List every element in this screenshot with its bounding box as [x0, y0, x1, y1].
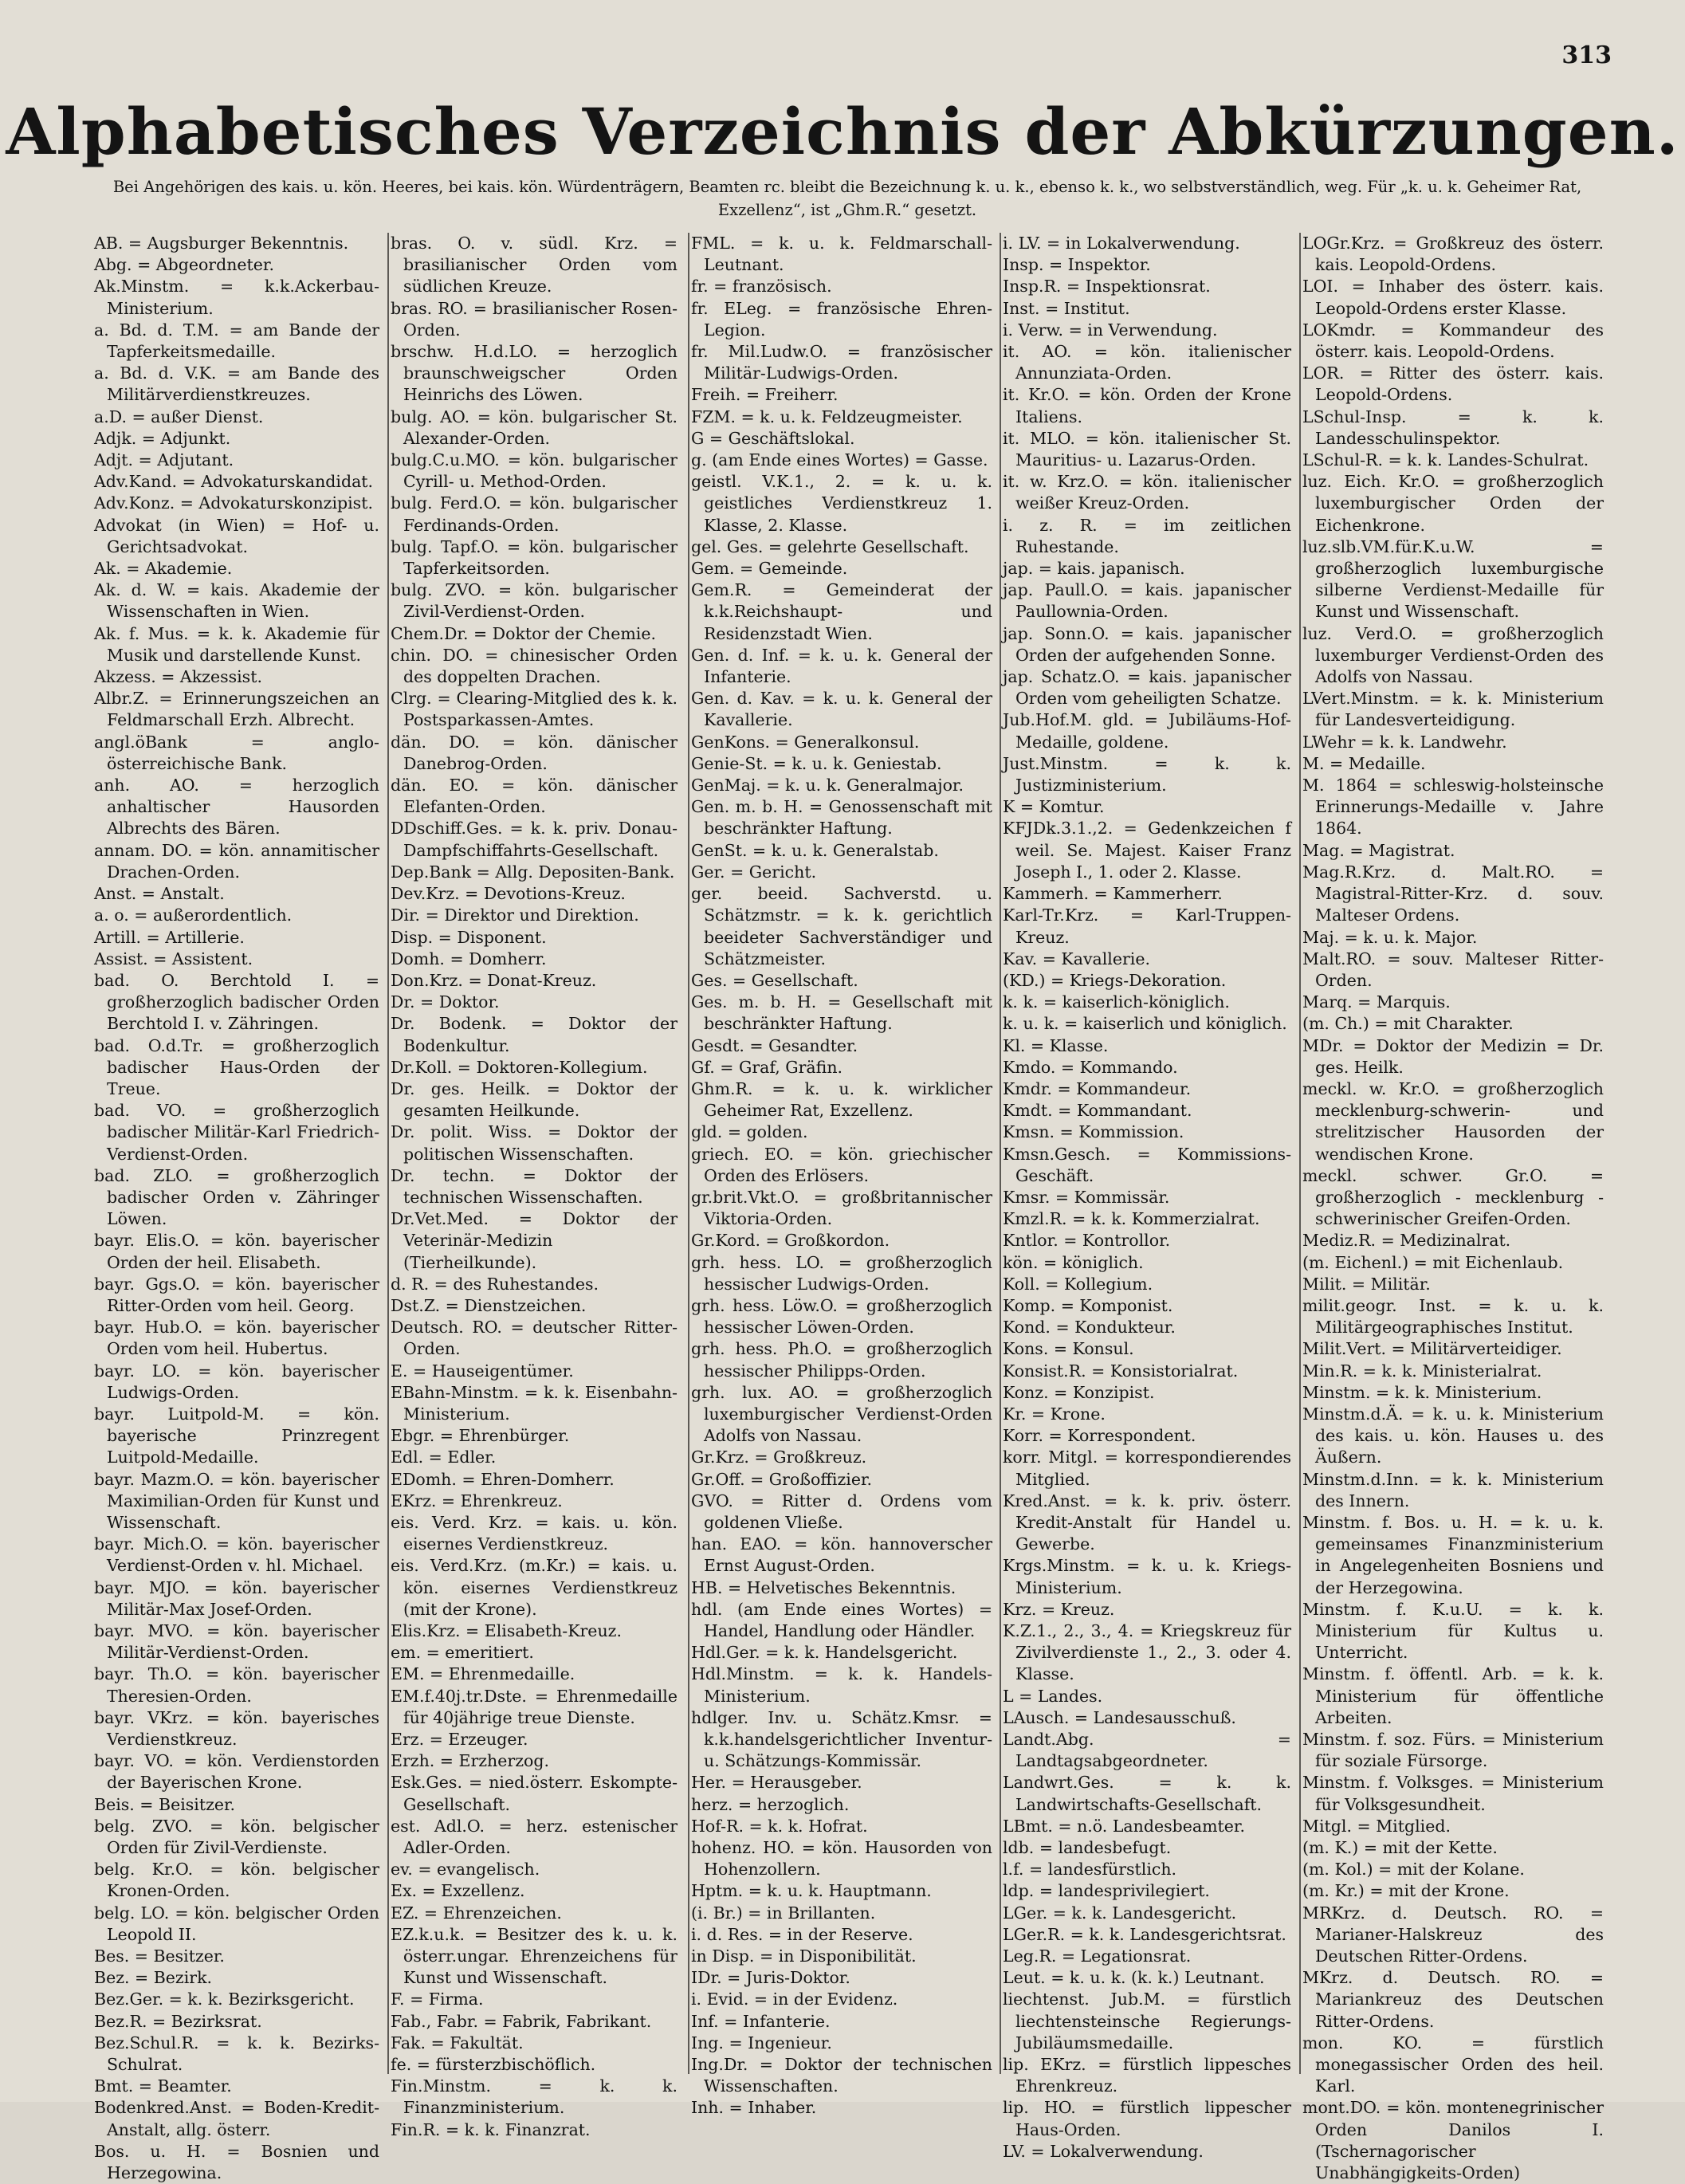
abbreviation-entry: Ing. = Ingenieur. [691, 2033, 832, 2052]
abbreviation-entry: bayr. VO. = kön. Verdienstorden der Bayerischen Krone. [94, 1751, 379, 1793]
abbreviation-entry: bras. O. v. südl. Krz. = brasilianischer Orden vom südlichen Kreuze. [391, 234, 678, 297]
abbreviation-entry: g. (am Ende eines Wortes) = Gasse. [691, 450, 988, 470]
abbreviation-entry: jap. Paull.O. = kais. japanischer Paullownia-Orden. [1003, 580, 1291, 622]
abbreviation-entry: Krgs.Minstm. = k. u. k. Kriegs-Ministerium. [1003, 1556, 1291, 1597]
abbreviation-entry: Insp. = Inspektor. [1003, 255, 1151, 275]
abbreviation-entry: Clrg. = Clearing-Mitglied des k. k. Postsparkassen-Amtes. [391, 689, 678, 730]
abbreviation-entry: Kred.Anst. = k. k. priv. österr. Kredit-Anstalt für Handel u. Gewerbe. [1003, 1491, 1291, 1554]
abbreviation-entry: bad. O. Berchtold I. = großherzoglich badischer Orden Berchtold I. v. Zähringen. [94, 970, 379, 1034]
abbreviation-entry: Disp. = Disponent. [391, 927, 547, 947]
abbreviation-entry: Ex. = Exzellenz. [391, 1881, 525, 1901]
abbreviation-entry: herz. = herzoglich. [691, 1794, 850, 1814]
abbreviation-entry: Ak. d. W. = kais. Akademie der Wissenschaften in Wien. [94, 580, 379, 622]
abbreviation-entry: Kmdo. = Kommando. [1003, 1057, 1178, 1077]
abbreviation-entry: FZM. = k. u. k. Feldzeugmeister. [691, 407, 963, 426]
abbreviation-entry: LOKmdr. = Kommandeur des österr. kais. Leopold-Ordens. [1302, 320, 1604, 362]
abbreviation-entry: geistl. V.K.1., 2. = k. u. k. geistliches Verdienstkreuz 1. Klasse, 2. Klasse. [691, 472, 992, 535]
abbreviation-entry: i. Verw. = in Verwendung. [1003, 320, 1218, 340]
abbreviation-entry: MRKrz. d. Deutsch. RO. = Marianer-Halskreuz des Deutschen Ritter-Ordens. [1302, 1903, 1604, 1966]
abbreviation-entry: Ak. = Akademie. [94, 559, 233, 579]
abbreviation-entry: Esk.Ges. = nied.österr. Eskompte-Gesellschaft. [391, 1773, 678, 1814]
abbreviation-entry: gr.brit.Vkt.O. = großbritannischer Viktoria-Orden. [691, 1187, 992, 1229]
abbreviation-entry: LOI. = Inhaber des österr. kais. Leopold-Ordens erster Klasse. [1302, 277, 1604, 318]
abbreviation-entry: angl.öBank = anglo-österreichische Bank. [94, 732, 379, 773]
abbreviation-entry: i. Evid. = in der Evidenz. [691, 1990, 898, 2009]
abbreviation-entry: Dir. = Direktor und Direktion. [391, 905, 639, 925]
abbreviation-entry: LSchul-Insp. = k. k. Landesschulinspektor. [1302, 407, 1604, 448]
abbreviation-entry: Bodenkred.Anst. = Boden-Kredit-Anstalt, allg. österr. [94, 2098, 379, 2139]
abbreviation-entry: Advokat (in Wien) = Hof- u. Gerichtsadvokat. [94, 515, 379, 556]
abbreviation-entry: LGer.R. = k. k. Landesgerichtsrat. [1003, 1924, 1286, 1944]
abbreviation-entry: Insp.R. = Inspektionsrat. [1003, 277, 1211, 297]
abbreviation-entry: Bez.Ger. = k. k. Bezirksgericht. [94, 1990, 355, 2009]
abbreviation-entry: Hptm. = k. u. k. Hauptmann. [691, 1881, 932, 1901]
abbreviation-entry: LV. = Lokalverwendung. [1003, 2141, 1204, 2161]
abbreviation-entry: hdl. (am Ende eines Wortes) = Handel, Handlung oder Händler. [691, 1599, 992, 1640]
abbreviation-entry: HB. = Helvetisches Bekenntnis. [691, 1577, 956, 1597]
abbreviation-entry: Mag.R.Krz. d. Malt.RO. = Magistral-Ritter-Krz. d. souv. Malteser Ordens. [1302, 862, 1604, 925]
abbreviation-entry: bayr. Luitpold-M. = kön. bayerische Prinzregent Luitpold-Medaille. [94, 1404, 379, 1467]
abbreviation-entry: est. Adl.O. = herz. estenischer Adler-Orden. [391, 1816, 678, 1858]
abbreviation-entry: Her. = Herausgeber. [691, 1773, 862, 1793]
column-3 [691, 233, 992, 2118]
abbreviation-entry: hohenz. HO. = kön. Hausorden von Hohenzollern. [691, 1838, 992, 1880]
abbreviation-entry: han. EAO. = kön. hannoverscher Ernst August-Orden. [691, 1534, 992, 1576]
abbreviation-entry: i. LV. = in Lokalverwendung. [1003, 234, 1240, 253]
abbreviation-entry: grh. hess. LO. = großherzoglich hessischer Ludwigs-Orden. [691, 1252, 992, 1294]
abbreviation-entry: Hdl.Minstm. = k. k. Handels-Ministerium. [691, 1664, 992, 1706]
abbreviation-entry: it. w. Krz.O. = kön. italienischer weißer Kreuz-Orden. [1003, 472, 1291, 513]
abbreviation-entry: Maj. = k. u. k. Major. [1302, 927, 1478, 947]
abbreviation-entry: k. u. k. = kaiserlich und königlich. [1003, 1014, 1287, 1034]
abbreviation-entry: GVO. = Ritter d. Ordens vom goldenen Vließe. [691, 1491, 992, 1532]
abbreviation-entry: Mediz.R. = Medizinalrat. [1302, 1231, 1511, 1251]
abbreviation-entry: Artill. = Artillerie. [94, 927, 245, 947]
abbreviation-entry: bulg. AO. = kön. bulgarischer St. Alexander-Orden. [391, 407, 678, 448]
abbreviation-entry: Chem.Dr. = Doktor der Chemie. [391, 623, 657, 643]
abbreviation-entry: GenMaj. = k. u. k. Generalmajor. [691, 776, 964, 795]
abbreviation-entry: hdlger. Inv. u. Schätz.Kmsr. = k.k.handelsgerichtlicher Inventur- u. Schätzungs-Kommissär. [691, 1707, 992, 1771]
abbreviation-entry: EM.f.40j.tr.Dste. = Ehrenmedaille für 40jährige treue Dienste. [391, 1686, 678, 1727]
abbreviation-entry: mont.DO. = kön. montenegrinischer Orden Danilos I. (Tschernagorischer Unabhängigkeits-Orden) [1302, 2098, 1604, 2183]
abbreviation-entry: lip. EKrz. = fürstlich lippesches Ehrenkreuz. [1003, 2055, 1291, 2096]
abbreviation-entry: Gem. = Gemeinde. [691, 559, 848, 579]
abbreviation-entry: LVert.Minstm. = k. k. Ministerium für Landesverteidigung. [1302, 689, 1604, 730]
abbreviation-entry: a. o. = außerordentlich. [94, 905, 293, 925]
abbreviation-entry: jap. = kais. japanisch. [1003, 559, 1185, 579]
abbreviation-entry: k. k. = kaiserlich-königlich. [1003, 992, 1230, 1012]
abbreviation-entry: bad. VO. = großherzoglich badischer Militär-Karl Friedrich-Verdienst-Orden. [94, 1101, 379, 1164]
abbreviation-entry: a. Bd. d. V.K. = am Bande des Militärverdienstkreuzes. [94, 363, 379, 405]
abbreviation-entry: Ebgr. = Ehrenbürger. [391, 1426, 570, 1446]
abbreviation-entry: milit.geogr. Inst. = k. u. k. Militärgeographisches Institut. [1302, 1295, 1604, 1338]
abbreviation-entry: (i. Br.) = in Brillanten. [691, 1903, 876, 1923]
abbreviation-entry: LAusch. = Landesausschuß. [1003, 1707, 1236, 1727]
abbreviation-entry: ev. = evangelisch. [391, 1860, 540, 1880]
abbreviation-entry: griech. EO. = kön. griechischer Orden des Erlösers. [691, 1144, 992, 1185]
abbreviation-entry: MDr. = Doktor der Medizin = Dr. ges. Heilk. [1302, 1035, 1604, 1077]
abbreviation-entry: Hof-R. = k. k. Hofrat. [691, 1816, 868, 1836]
abbreviation-entry: EBahn-Minstm. = k. k. Eisenbahn-Ministerium. [391, 1382, 678, 1424]
abbreviation-entry: bulg. Tapf.O. = kön. bulgarischer Tapferkeitsorden. [391, 536, 678, 579]
abbreviation-entry: belg. ZVO. = kön. belgischer Orden für Zivil-Verdienste. [94, 1816, 379, 1858]
abbreviation-entry: Inf. = Infanterie. [691, 2011, 831, 2031]
abbreviation-entry: Gr.Krz. = Großkreuz. [691, 1447, 867, 1467]
abbreviation-entry: anh. AO. = herzoglich anhaltischer Hausorden Albrechts des Bären. [94, 776, 379, 839]
abbreviation-entry: Minstm. f. Bos. u. H. = k. u. k. gemeinsames Finanzministerium in Angelegenheiten Bosniens und der Herzegowina. [1302, 1512, 1604, 1597]
abbreviation-entry: gld. = golden. [691, 1122, 808, 1142]
abbreviation-entry: bayr. MJO. = kön. bayerischer Militär-Max Josef-Orden. [94, 1577, 379, 1619]
abbreviation-entry: (KD.) = Kriegs-Dekoration. [1003, 970, 1227, 990]
abbreviation-entry: Min.R. = k. k. Ministerialrat. [1302, 1361, 1542, 1381]
abbreviation-entry: Ak. f. Mus. = k. k. Akademie für Musik und darstellende Kunst. [94, 623, 379, 665]
abbreviation-entry: Don.Krz. = Donat-Kreuz. [391, 970, 597, 990]
abbreviation-entry: (m. Kr.) = mit der Krone. [1302, 1881, 1510, 1901]
abbreviation-entry: Fin.Minstm. = k. k. Finanzministerium. [391, 2076, 678, 2118]
abbreviation-entry: ldp. = landesprivilegiert. [1003, 1881, 1210, 1901]
abbreviation-entry: Dr. Bodenk. = Doktor der Bodenkultur. [391, 1014, 678, 1055]
abbreviation-entry: Dr.Vet.Med. = Doktor der Veterinär-Medizin (Tierheilkunde). [391, 1209, 678, 1272]
abbreviation-entry: in Disp. = in Disponibilität. [691, 1946, 917, 1966]
abbreviation-entry: fr. Mil.Ludw.O. = französischer Militär-Ludwigs-Orden. [691, 342, 992, 383]
abbreviation-entry: Kmsr. = Kommissär. [1003, 1187, 1170, 1207]
abbreviation-entry: Akzess. = Akzessist. [94, 667, 262, 687]
abbreviation-entry: Ges. m. b. H. = Gesellschaft mit beschränkter Haftung. [691, 992, 992, 1034]
abbreviation-entry: Kav. = Kavallerie. [1003, 949, 1151, 968]
abbreviation-entry: Gesdt. = Gesandter. [691, 1035, 858, 1055]
column-1 [94, 233, 379, 2183]
abbreviation-entry: LOGr.Krz. = Großkreuz des österr. kais. Leopold-Ordens. [1302, 234, 1604, 275]
abbreviation-entry: M. = Medaille. [1302, 753, 1426, 773]
abbreviation-entry: Bez. = Bezirk. [94, 1968, 213, 1988]
abbreviation-entry: Komp. = Komponist. [1003, 1295, 1173, 1315]
abbreviation-entry: AB. = Augsburger Bekenntnis. [94, 234, 349, 253]
abbreviation-entry: IDr. = Juris-Doktor. [691, 1968, 850, 1988]
abbreviation-entry: meckl. w. Kr.O. = großherzoglich mecklenburg-schwerin- und strelitzischer Hausorden der wendischen Krone. [1302, 1078, 1604, 1164]
abbreviation-entry: Mitgl. = Mitglied. [1302, 1816, 1451, 1836]
abbreviation-entry: M. 1864 = schleswig-holsteinsche Erinnerungs-Medaille v. Jahre 1864. [1302, 776, 1604, 839]
abbreviation-entry: Bmt. = Beamter. [94, 2076, 232, 2096]
abbreviation-entry: Gf. = Graf, Gräfin. [691, 1057, 843, 1077]
abbreviation-entry: Dr. ges. Heilk. = Doktor der gesamten Heilkunde. [391, 1078, 678, 1121]
abbreviation-entry: LSchul-R. = k. k. Landes-Schulrat. [1302, 450, 1589, 470]
abbreviation-entry: bayr. VKrz. = kön. bayerisches Verdienstkreuz. [94, 1707, 379, 1750]
abbreviation-entry: GenSt. = k. u. k. Generalstab. [691, 840, 939, 860]
abbreviation-entry: LBmt. = n.ö. Landesbeamter. [1003, 1816, 1245, 1836]
abbreviation-entry: em. = emeritiert. [391, 1643, 534, 1663]
abbreviation-entry: FML. = k. u. k. Feldmarschall-Leutnant. [691, 234, 992, 275]
abbreviation-entry: dän. DO. = kön. dänischer Danebrog-Orden. [391, 732, 678, 773]
abbreviation-entry: DDschiff.Ges. = k. k. priv. Donau-Dampfschiffahrts-Gesellschaft. [391, 819, 678, 860]
abbreviation-entry: i. z. R. = im zeitlichen Ruhestande. [1003, 515, 1291, 556]
abbreviation-entry: lip. HO. = fürstlich lippescher Haus-Orden. [1003, 2098, 1291, 2139]
abbreviation-entry: Minstm. f. Volksges. = Ministerium für Volksgesundheit. [1302, 1773, 1604, 1814]
abbreviation-entry: Milit.Vert. = Militärverteidiger. [1302, 1339, 1562, 1359]
abbreviation-entry: a.D. = außer Dienst. [94, 407, 264, 426]
column-5 [1302, 233, 1604, 2183]
abbreviation-entry: eis. Verd.Krz. (m.Kr.) = kais. u. kön. eisernes Verdienstkreuz (mit der Krone). [391, 1556, 678, 1619]
abbreviation-entry: annam. DO. = kön. annamitischer Drachen-Orden. [94, 840, 379, 882]
abbreviation-entry: bras. RO. = brasilianischer Rosen-Orden. [391, 298, 678, 340]
abbreviation-entry: fr. = französisch. [691, 277, 832, 297]
abbreviation-entry: K.Z.1., 2., 3., 4. = Kriegskreuz für Zivilverdienste 1., 2., 3. oder 4. Klasse. [1003, 1621, 1291, 1684]
abbreviation-entry: Dr. = Doktor. [391, 992, 500, 1012]
abbreviation-entry: it. MLO. = kön. italienischer St. Mauritius- u. Lazarus-Orden. [1003, 428, 1291, 470]
abbreviation-entry: bad. ZLO. = großherzoglich badischer Orden v. Zähringer Löwen. [94, 1165, 379, 1229]
abbreviation-entry: belg. LO. = kön. belgischer Orden Leopold II. [94, 1903, 379, 1944]
page-number: 313 [1561, 41, 1612, 69]
abbreviation-entry: Leut. = k. u. k. (k. k.) Leutnant. [1003, 1968, 1265, 1988]
abbreviation-entry: Koll. = Kollegium. [1003, 1274, 1153, 1294]
abbreviation-entry: LOR. = Ritter des österr. kais. Leopold-Ordens. [1302, 363, 1604, 405]
abbreviation-entry: Kmdt. = Kommandant. [1003, 1101, 1192, 1121]
abbreviation-entry: Ger. = Gericht. [691, 862, 817, 882]
abbreviation-entry: jap. Sonn.O. = kais. japanischer Orden der aufgehenden Sonne. [1003, 623, 1291, 665]
abbreviation-entry: Minstm. = k. k. Ministerium. [1302, 1382, 1542, 1402]
abbreviation-entry: G = Geschäftslokal. [691, 428, 855, 448]
abbreviation-entry: chin. DO. = chinesischer Orden des doppelten Drachen. [391, 645, 678, 687]
abbreviation-entry: Fak. = Fakultät. [391, 2033, 524, 2052]
abbreviation-entry: Leg.R. = Legationsrat. [1003, 1946, 1192, 1966]
abbreviation-entry: Edl. = Edler. [391, 1447, 497, 1467]
abbreviation-entry: Kmdr. = Kommandeur. [1003, 1078, 1192, 1098]
abbreviation-entry: Mag. = Magistrat. [1302, 840, 1455, 860]
abbreviation-entry: bayr. MVO. = kön. bayerischer Militär-Verdienst-Orden. [94, 1621, 379, 1663]
abbreviation-entry: bayr. LO. = kön. bayerischer Ludwigs-Orden. [94, 1361, 379, 1402]
abbreviation-entry: Abg. = Abgeordneter. [94, 255, 274, 275]
abbreviation-entry: a. Bd. d. T.M. = am Bande der Tapferkeitsmedaille. [94, 320, 379, 362]
intro-note: Bei Angehörigen des kais. u. kön. Heeres, bei kais. kön. Würdenträgern, Beamten rc. bleibt die Bezeichnung k. u. k., ebenso k. k., wo selbstverständlich, weg. Für „k. u. k. Geheimer Rat, Exzellenz“, ist „Ghm.R.“ gesetzt. [112, 178, 1582, 219]
abbreviation-entry: Albr.Z. = Erinnerungszeichen an Feldmarschall Erzh. Albrecht. [94, 689, 379, 730]
abbreviation-entry: Kammerh. = Kammerherr. [1003, 884, 1223, 904]
abbreviation-entry: Gr.Kord. = Großkordon. [691, 1231, 890, 1251]
abbreviation-entry: luz. Eich. Kr.O. = großherzoglich luxemburgischer Orden der Eichenkrone. [1302, 472, 1604, 535]
abbreviation-entry: it. Kr.O. = kön. Orden der Krone Italiens. [1003, 385, 1291, 426]
abbreviation-entry: Konz. = Konzipist. [1003, 1382, 1155, 1402]
abbreviation-entry: brschw. H.d.LO. = herzoglich braunschweigscher Orden Heinrichs des Löwen. [391, 342, 678, 405]
abbreviation-entry: Karl-Tr.Krz. = Karl-Truppen-Kreuz. [1003, 905, 1291, 947]
abbreviation-entry: Assist. = Assistent. [94, 949, 253, 968]
abbreviation-entry: Dr. polit. Wiss. = Doktor der politischen Wissenschaften. [391, 1122, 678, 1164]
abbreviation-entry: (m. Ch.) = mit Charakter. [1302, 1014, 1514, 1034]
abbreviation-entry: Gen. m. b. H. = Genossenschaft mit beschränkter Haftung. [691, 797, 992, 839]
abbreviation-entry: Konsist.R. = Konsistorialrat. [1003, 1361, 1239, 1381]
abbreviation-entry: Ges. = Gesellschaft. [691, 970, 858, 990]
abbreviation-entry: l.f. = landesfürstlich. [1003, 1860, 1177, 1880]
abbreviation-entry: Dr. techn. = Doktor der technischen Wissenschaften. [391, 1165, 678, 1207]
abbreviation-entry: luz.slb.VM.für.K.u.W. = großherzoglich luxemburgische silberne Verdienst-Medaille für Kunst und Wissenschaft. [1302, 536, 1604, 622]
abbreviation-entry: korr. Mitgl. = korrespondierendes Mitglied. [1003, 1447, 1291, 1489]
abbreviation-entry: Bos. u. H. = Bosnien und Herzegowina. [94, 2141, 379, 2183]
abbreviation-entry: K = Komtur. [1003, 797, 1105, 817]
abbreviation-entry: Fin.R. = k. k. Finanzrat. [391, 2119, 591, 2139]
abbreviation-entry: Malt.RO. = souv. Malteser Ritter-Orden. [1302, 949, 1604, 990]
abbreviation-entry: Freih. = Freiherr. [691, 385, 839, 405]
abbreviation-entry: EDomh. = Ehren-Domherr. [391, 1469, 615, 1489]
abbreviation-entry: F. = Firma. [391, 1990, 484, 2009]
abbreviation-entry: LWehr = k. k. Landwehr. [1302, 732, 1507, 752]
abbreviation-entry: Kmsn. = Kommission. [1003, 1122, 1184, 1142]
column-4 [1003, 233, 1291, 2161]
abbreviation-entry: i. d. Res. = in der Reserve. [691, 1924, 913, 1944]
abbreviation-entry: Gen. d. Inf. = k. u. k. General der Infanterie. [691, 645, 992, 687]
abbreviation-columns [94, 233, 1604, 2183]
abbreviation-entry: bad. O.d.Tr. = großherzoglich badischer Haus-Orden der Treue. [94, 1035, 379, 1098]
abbreviation-entry: ldb. = landesbefugt. [1003, 1838, 1172, 1858]
abbreviation-entry: Kons. = Konsul. [1003, 1339, 1134, 1359]
abbreviation-entry: Milit. = Militär. [1302, 1274, 1431, 1294]
abbreviation-entry: Anst. = Anstalt. [94, 884, 225, 904]
abbreviation-entry: fr. ELeg. = französische Ehren-Legion. [691, 298, 992, 340]
abbreviation-entry: MKrz. d. Deutsch. RO. = Mariankreuz des Deutschen Ritter-Ordens. [1302, 1968, 1604, 2031]
abbreviation-entry: Bez.R. = Bezirksrat. [94, 2011, 262, 2031]
abbreviation-entry: Kl. = Klasse. [1003, 1035, 1109, 1055]
abbreviation-entry: eis. Verd. Krz. = kais. u. kön. eisernes Verdienstkreuz. [391, 1512, 678, 1554]
abbreviation-entry: Minstm. f. öffentl. Arb. = k. k. Ministerium für öffentliche Arbeiten. [1302, 1664, 1604, 1727]
column-2 [391, 233, 678, 2139]
abbreviation-entry: Ing.Dr. = Doktor der technischen Wissenschaften. [691, 2055, 992, 2096]
abbreviation-entry: bayr. Mazm.O. = kön. bayerischer Maximilian-Orden für Kunst und Wissenschaft. [94, 1469, 379, 1532]
abbreviation-entry: ger. beeid. Sachverstd. u. Schätzmstr. = k. k. gerichtlich beeideter Sachverständiger und Schätzmeister. [691, 884, 992, 968]
abbreviation-entry: meckl. schwer. Gr.O. = großherzoglich - mecklenburg - schwerinischer Greifen-Orden. [1302, 1165, 1604, 1229]
abbreviation-entry: EZ. = Ehrenzeichen. [391, 1903, 562, 1923]
abbreviation-entry: EM. = Ehrenmedaille. [391, 1664, 575, 1684]
abbreviation-entry: bayr. Th.O. = kön. bayerischer Theresien-Orden. [94, 1664, 379, 1706]
abbreviation-entry: Gen. d. Kav. = k. u. k. General der Kavallerie. [691, 689, 992, 730]
abbreviation-entry: Adjk. = Adjunkt. [94, 428, 231, 448]
abbreviation-entry: Kntlor. = Kontrollor. [1003, 1231, 1171, 1251]
abbreviation-entry: Deutsch. RO. = deutscher Ritter-Orden. [391, 1318, 678, 1359]
abbreviation-entry: bayr. Hub.O. = kön. bayerischer Orden vom heil. Hubertus. [94, 1318, 379, 1359]
abbreviation-entry: Fab., Fabr. = Fabrik, Fabrikant. [391, 2011, 652, 2031]
abbreviation-entry: bulg. ZVO. = kön. bulgarischer Zivil-Verdienst-Orden. [391, 580, 678, 622]
abbreviation-entry: it. AO. = kön. italienischer Annunziata-Orden. [1003, 342, 1291, 383]
abbreviation-entry: bulg.C.u.MO. = kön. bulgarischer Cyrill- u. Method-Orden. [391, 450, 678, 492]
abbreviation-entry: Korr. = Korrespondent. [1003, 1426, 1196, 1446]
abbreviation-entry: grh. hess. Ph.O. = großherzoglich hessischer Philipps-Orden. [691, 1339, 992, 1381]
abbreviation-entry: mon. KO. = fürstlich monegassischer Orden des heil. Karl. [1302, 2033, 1604, 2096]
abbreviation-entry: Inh. = Inhaber. [691, 2098, 817, 2118]
abbreviation-entry: Adjt. = Adjutant. [94, 450, 234, 470]
abbreviation-entry: Ghm.R. = k. u. k. wirklicher Geheimer Rat, Exzellenz. [691, 1078, 992, 1121]
abbreviation-entry: E. = Hauseigentümer. [391, 1361, 574, 1381]
abbreviation-entry: Dst.Z. = Dienstzeichen. [391, 1295, 587, 1315]
abbreviation-entry: grh. lux. AO. = großherzoglich luxemburgischer Verdienst-Orden Adolfs von Nassau. [691, 1382, 992, 1446]
abbreviation-entry: Dev.Krz. = Devotions-Kreuz. [391, 884, 626, 904]
abbreviation-entry: Just.Minstm. = k. k. Justizministerium. [1003, 753, 1291, 795]
abbreviation-entry: Landwrt.Ges. = k. k. Landwirtschafts-Gesellschaft. [1003, 1773, 1291, 1814]
abbreviation-entry: Minstm.d.Ä. = k. u. k. Ministerium des kais. u. kön. Hauses u. des Äußern. [1302, 1404, 1604, 1467]
abbreviation-entry: Bes. = Besitzer. [94, 1946, 225, 1966]
abbreviation-entry: bayr. Elis.O. = kön. bayerischer Orden der heil. Elisabeth. [94, 1231, 379, 1272]
abbreviation-entry: Kond. = Kondukteur. [1003, 1318, 1176, 1338]
abbreviation-entry: Genie-St. = k. u. k. Geniestab. [691, 753, 942, 773]
abbreviation-entry: (m. K.) = mit der Kette. [1302, 1838, 1498, 1858]
abbreviation-entry: Bez.Schul.R. = k. k. Bezirks-Schulrat. [94, 2033, 379, 2075]
abbreviation-entry: Gem.R. = Gemeinderat der k.k.Reichshaupt- und Residenzstadt Wien. [691, 580, 992, 643]
abbreviation-entry: liechtenst. Jub.M. = fürstlich liechtensteinsche Regierungs-Jubiläumsmedaille. [1003, 1990, 1291, 2052]
abbreviation-entry: KFJDk.3.1.,2. = Gedenkzeichen f weil. Se. Majest. Kaiser Franz Joseph I., 1. oder 2. Klasse. [1003, 819, 1291, 882]
abbreviation-entry: bayr. Mich.O. = kön. bayerischer Verdienst-Orden v. hl. Michael. [94, 1534, 379, 1576]
abbreviation-entry: Dep.Bank = Allg. Depositen-Bank. [391, 862, 675, 882]
abbreviation-entry: Erzh. = Erzherzog. [391, 1751, 549, 1771]
abbreviation-entry: L = Landes. [1003, 1686, 1103, 1706]
abbreviation-entry: bulg. Ferd.O. = kön. bulgarischer Ferdinands-Orden. [391, 493, 678, 535]
abbreviation-entry: Landt.Abg. = Landtagsabgeordneter. [1003, 1730, 1291, 1771]
abbreviation-entry: Inst. = Institut. [1003, 298, 1130, 318]
abbreviation-entry: Ak.Minstm. = k.k.Ackerbau-Ministerium. [94, 277, 379, 318]
abbreviation-entry: Hdl.Ger. = k. k. Handelsgericht. [691, 1643, 958, 1663]
abbreviation-entry: luz. Verd.O. = großherzoglich luxemburger Verdienst-Orden des Adolfs von Nassau. [1302, 623, 1604, 687]
abbreviation-entry: EKrz. = Ehrenkreuz. [391, 1491, 563, 1510]
abbreviation-entry: belg. Kr.O. = kön. belgischer Kronen-Orden. [94, 1860, 379, 1901]
abbreviation-entry: Erz. = Erzeuger. [391, 1730, 528, 1750]
abbreviation-entry: Elis.Krz. = Elisabeth-Kreuz. [391, 1621, 622, 1640]
abbreviation-entry: dän. EO. = kön. dänischer Elefanten-Orden. [391, 776, 678, 817]
abbreviation-entry: jap. Schatz.O. = kais. japanischer Orden vom geheiligten Schatze. [1003, 667, 1291, 709]
abbreviation-entry: Domh. = Domherr. [391, 949, 547, 968]
abbreviation-entry: Kr. = Krone. [1003, 1404, 1106, 1424]
abbreviation-entry: gel. Ges. = gelehrte Gesellschaft. [691, 536, 969, 556]
abbreviation-entry: kön. = königlich. [1003, 1252, 1144, 1272]
abbreviation-entry: Marq. = Marquis. [1302, 992, 1451, 1012]
abbreviation-entry: (m. Eichenl.) = mit Eichenlaub. [1302, 1252, 1564, 1272]
page-title: Alphabetisches Verzeichnis der Abkürzungen. [6, 94, 1679, 169]
abbreviation-entry: Dr.Koll. = Doktoren-Kollegium. [391, 1057, 648, 1077]
abbreviation-entry: Minstm. f. K.u.U. = k. k. Ministerium für Kultus u. Unterricht. [1302, 1599, 1604, 1663]
abbreviation-entry: GenKons. = Generalkonsul. [691, 732, 920, 752]
abbreviation-entry: LGer. = k. k. Landesgericht. [1003, 1903, 1237, 1923]
abbreviation-entry: Gr.Off. = Großoffizier. [691, 1469, 873, 1489]
abbreviation-entry: EZ.k.u.k. = Besitzer des k. u. k. österr.ungar. Ehrenzeichens für Kunst und Wissenschaft. [391, 1924, 678, 1988]
abbreviation-entry: Beis. = Beisitzer. [94, 1794, 236, 1814]
abbreviation-entry: Adv.Kand. = Advokaturskandidat. [94, 472, 374, 492]
abbreviation-entry: d. R. = des Ruhestandes. [391, 1274, 599, 1294]
abbreviation-entry: grh. hess. Löw.O. = großherzoglich hessischer Löwen-Orden. [691, 1295, 992, 1338]
abbreviation-entry: Jub.Hof.M. gld. = Jubiläums-Hof-Medaille, goldene. [1003, 710, 1291, 752]
abbreviation-entry: Kmsn.Gesch. = Kommissions-Geschäft. [1003, 1144, 1291, 1185]
abbreviation-entry: bayr. Ggs.O. = kön. bayerischer Ritter-Orden vom heil. Georg. [94, 1274, 379, 1315]
abbreviation-entry: Kmzl.R. = k. k. Kommerzialrat. [1003, 1209, 1260, 1229]
abbreviation-entry: Minstm.d.Inn. = k. k. Ministerium des Innern. [1302, 1469, 1604, 1510]
abbreviation-entry: Adv.Konz. = Advokaturskonzipist. [94, 493, 373, 513]
abbreviation-entry: (m. Kol.) = mit der Kolane. [1302, 1860, 1525, 1880]
abbreviation-entry: Minstm. f. soz. Fürs. = Ministerium für soziale Fürsorge. [1302, 1730, 1604, 1771]
abbreviation-entry: fe. = fürsterzbischöflich. [391, 2055, 596, 2075]
abbreviation-entry: Krz. = Kreuz. [1003, 1599, 1115, 1619]
